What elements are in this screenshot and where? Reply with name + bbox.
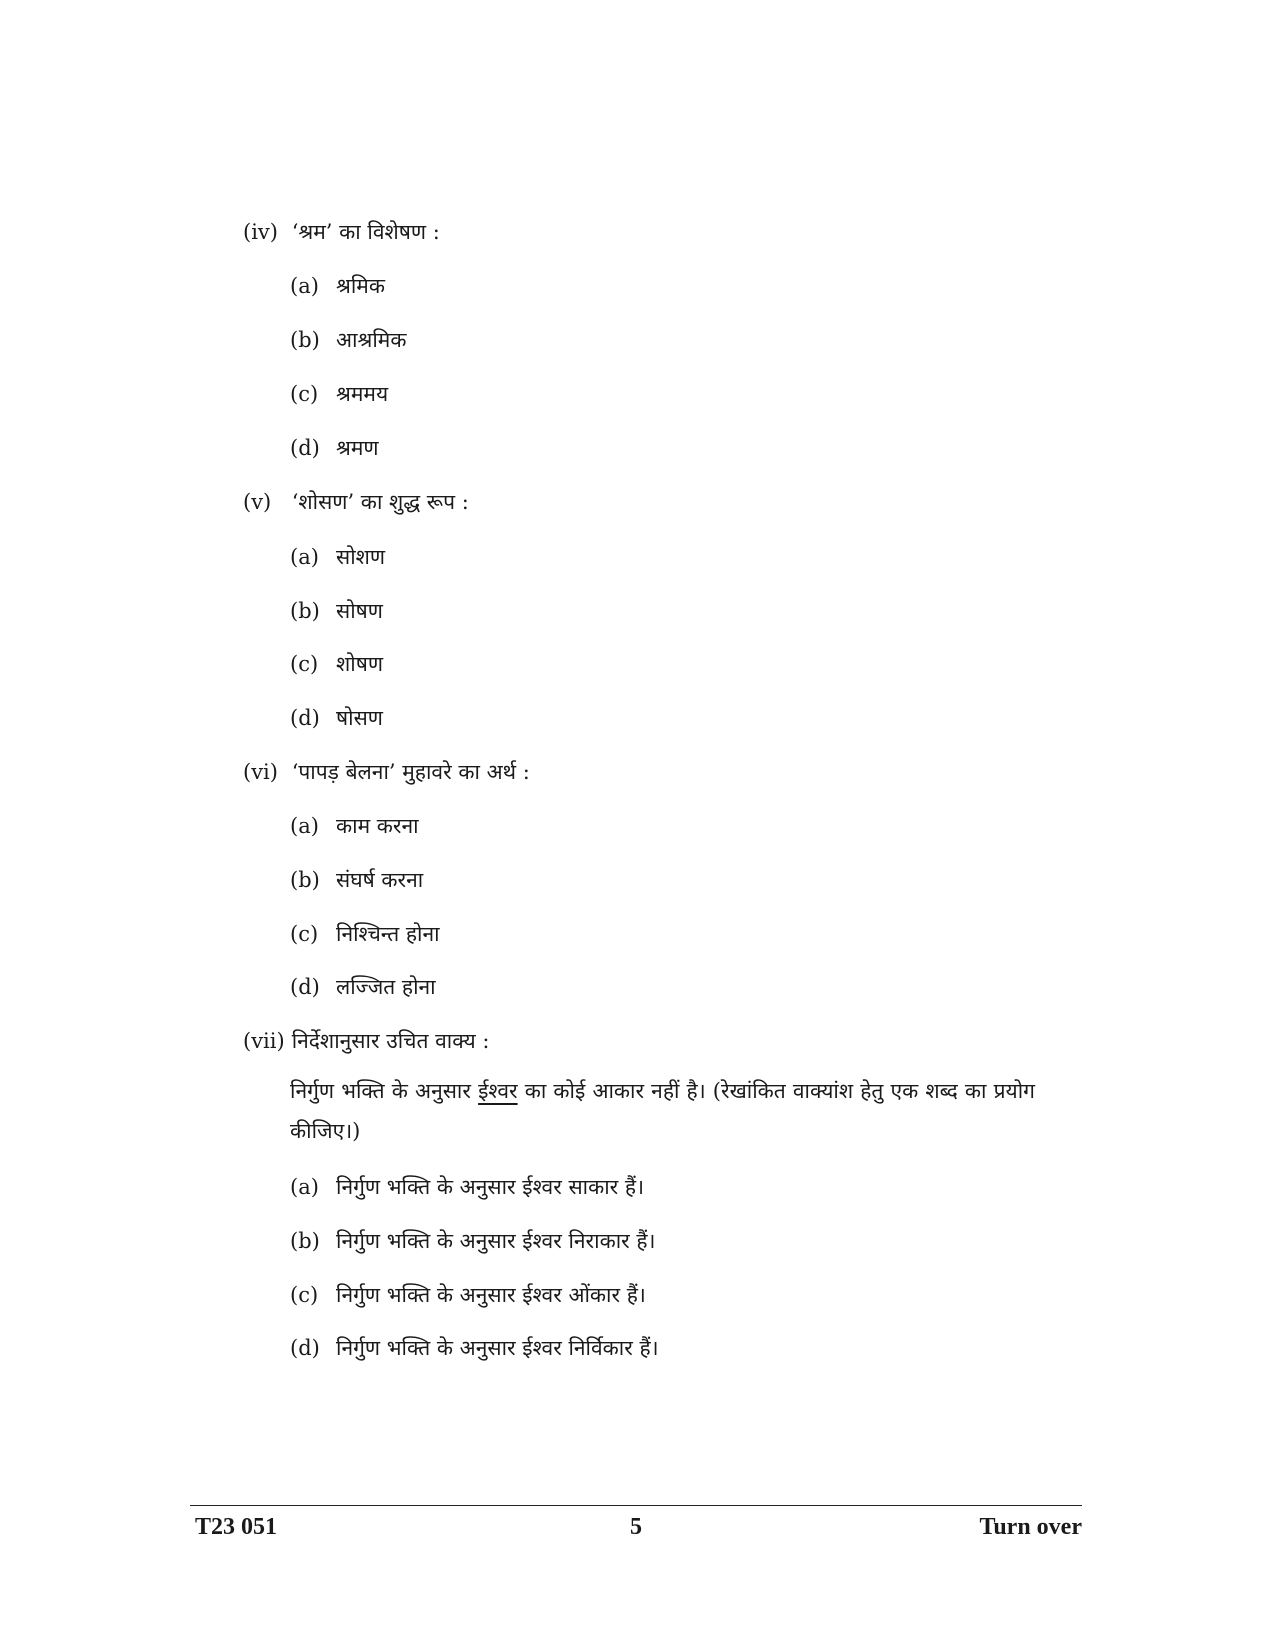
- option-item: [290, 597, 383, 625]
- option-text: लज्जित होना: [336, 975, 436, 999]
- option-text: निर्गुण भक्ति के अनुसार ईश्वर निर्विकार हैं।: [336, 1336, 659, 1360]
- option-text: निर्गुण भक्ति के अनुसार ईश्वर निराकार हैं।: [336, 1229, 656, 1253]
- question-v: [243, 488, 469, 516]
- question-vii: [243, 1027, 489, 1055]
- option-label: (b): [290, 1229, 320, 1253]
- question-iv: [243, 218, 440, 246]
- footer-divider: [190, 1505, 1082, 1506]
- option-text: संघर्ष करना: [336, 868, 424, 892]
- statement-text: का कोई आकार नहीं है। (रेखांकित वाक्यांश हेतु एक शब्द का प्रयोग कीजिए।): [290, 1079, 1035, 1143]
- option-text: निर्गुण भक्ति के अनुसार ईश्वर साकार हैं।: [336, 1175, 645, 1199]
- option-item: [290, 1334, 659, 1362]
- paper-code: T23 051: [195, 1514, 278, 1540]
- option-label: (a): [290, 814, 319, 838]
- option-text: श्रममय: [336, 382, 389, 406]
- option-item: [290, 380, 388, 408]
- question-prompt: निर्देशानुसार उचित वाक्य :: [291, 1029, 490, 1053]
- option-label: (a): [290, 1175, 319, 1199]
- option-item: [290, 1227, 656, 1255]
- option-item: [290, 272, 385, 300]
- option-text: निर्गुण भक्ति के अनुसार ईश्वर ओंकार हैं।: [336, 1283, 646, 1307]
- option-label: (a): [290, 545, 319, 569]
- option-label: (b): [290, 599, 320, 623]
- option-item: [290, 812, 419, 840]
- option-text: आश्रमिक: [336, 328, 407, 352]
- option-label: (b): [290, 868, 320, 892]
- option-label: (d): [290, 706, 320, 730]
- statement-text: निर्गुण भक्ति के अनुसार: [290, 1079, 479, 1103]
- option-label: (d): [290, 436, 320, 460]
- option-label: (c): [290, 382, 319, 406]
- option-label: (c): [290, 652, 319, 676]
- option-item: [290, 326, 406, 354]
- question-number: (vii): [243, 1029, 285, 1053]
- option-text: सोशण: [336, 545, 386, 569]
- option-text: सोषण: [336, 599, 383, 623]
- page-number: 5: [630, 1514, 642, 1540]
- question-prompt: ‘शोसण’ का शुद्ध रूप :: [291, 490, 469, 514]
- question-statement: [290, 1071, 1035, 1151]
- option-item: [290, 434, 379, 462]
- option-label: (a): [290, 274, 319, 298]
- option-label: (c): [290, 922, 319, 946]
- question-prompt: ‘पापड़ बेलना’ मुहावरे का अर्थ :: [291, 760, 530, 784]
- option-text: श्रमिक: [336, 274, 385, 298]
- option-item: [290, 1281, 646, 1309]
- option-text: काम करना: [336, 814, 419, 838]
- option-text: निश्चिन्त होना: [336, 922, 440, 946]
- option-label: (d): [290, 975, 320, 999]
- turn-over-note: Turn over: [979, 1514, 1082, 1540]
- option-item: [290, 1173, 644, 1201]
- option-label: (d): [290, 1336, 320, 1360]
- question-number: (vi): [243, 760, 278, 784]
- question-number: (v): [243, 490, 272, 514]
- question-number: (iv): [243, 220, 278, 244]
- question-vi: [243, 758, 530, 786]
- option-text: षोसण: [336, 706, 383, 730]
- option-text: श्रमण: [336, 436, 379, 460]
- option-item: [290, 543, 385, 571]
- option-item: [290, 650, 383, 678]
- option-item: [290, 973, 436, 1001]
- option-text: शोषण: [336, 652, 384, 676]
- option-item: [290, 704, 383, 732]
- option-item: [290, 920, 440, 948]
- option-label: (b): [290, 328, 320, 352]
- option-item: [290, 866, 423, 894]
- statement-underlined-word: ईश्वर: [478, 1079, 518, 1103]
- question-prompt: ‘श्रम’ का विशेषण :: [291, 220, 440, 244]
- option-label: (c): [290, 1283, 319, 1307]
